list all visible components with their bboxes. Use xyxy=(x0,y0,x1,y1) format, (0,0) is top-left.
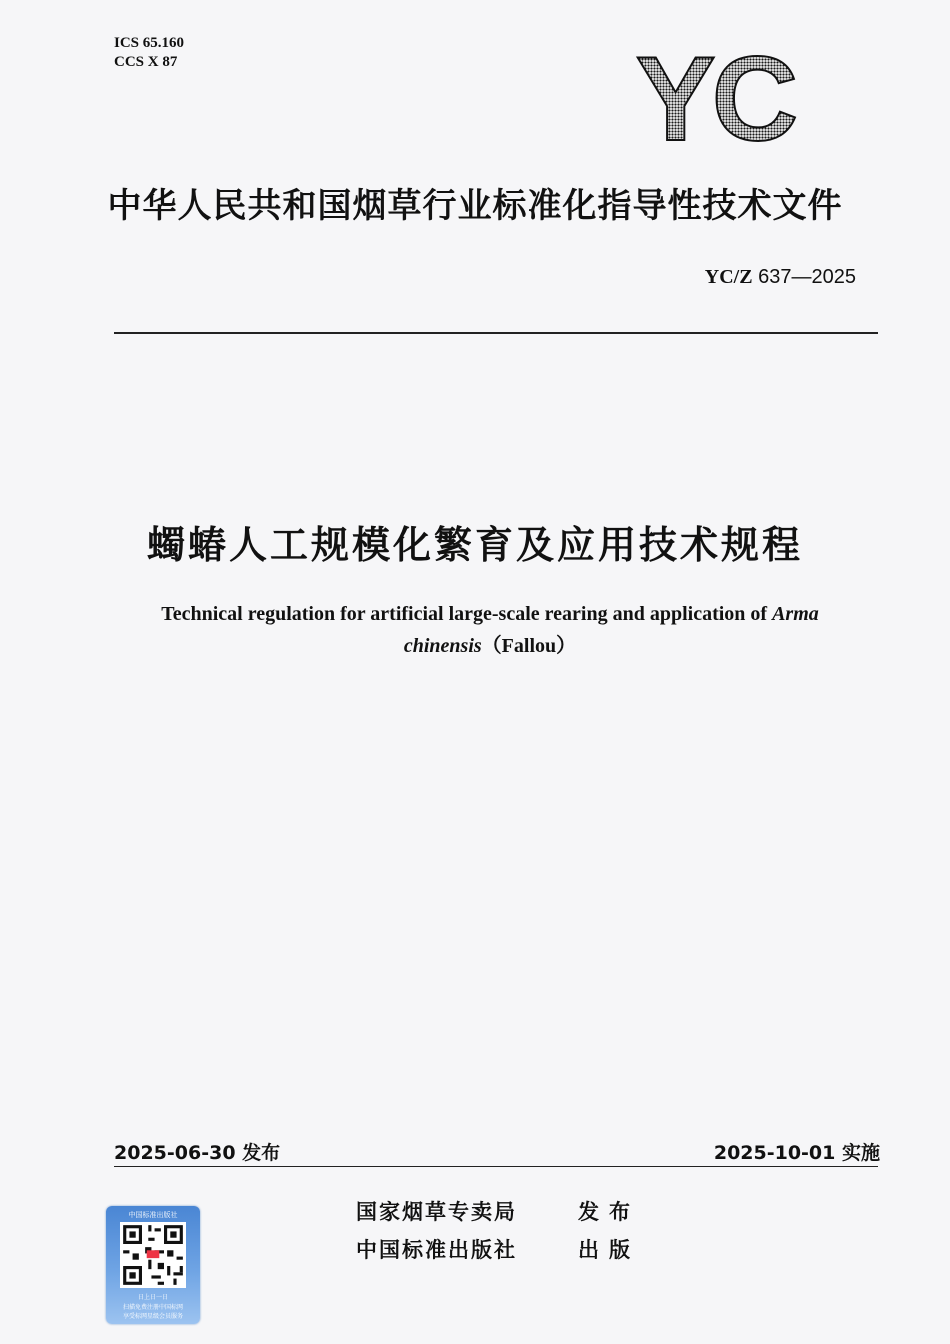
publisher-role: 出版 xyxy=(578,1238,640,1262)
effective-date: 2025-10-01 实施 xyxy=(713,1142,880,1164)
document-number xyxy=(705,266,856,289)
species-authority: （Fallou） xyxy=(481,635,577,657)
species-genus: Arma xyxy=(772,603,819,625)
yc-logo-text: YC xyxy=(635,40,795,150)
top-divider xyxy=(114,332,878,334)
ccs-code: CCS X 87 xyxy=(114,54,178,70)
document-number-prefix: YC/Z xyxy=(704,266,753,288)
issue-date: 2025-06-30 发布 xyxy=(114,1142,281,1164)
classification-codes xyxy=(114,34,184,72)
qr-code-icon[interactable] xyxy=(120,1222,186,1288)
sticker-title: 中国标准出版社 xyxy=(128,1211,178,1219)
sticker-code: 日上日一日 xyxy=(137,1294,168,1301)
title-english xyxy=(110,598,870,662)
document-type-heading: 中华人民共和国烟草行业标准化指导性技术文件 xyxy=(107,186,843,226)
sticker-line-1: 扫描免费注册中国标网 xyxy=(122,1304,183,1311)
title-english-main: Technical regulation for artificial large-scale rearing and application of xyxy=(161,603,768,625)
issuer-name: 国家烟草专卖局 xyxy=(356,1200,517,1224)
publisher-name: 中国标准出版社 xyxy=(356,1238,517,1262)
sticker-line-2: 享受标网星级会员服务 xyxy=(122,1313,183,1320)
document-number-value: 637—2025 xyxy=(758,266,856,288)
yc-logo xyxy=(620,40,810,150)
issuer-role: 发布 xyxy=(578,1200,640,1224)
species-epithet: chinensis xyxy=(403,635,482,657)
bottom-divider xyxy=(114,1166,878,1167)
ics-code: ICS 65.160 xyxy=(114,35,185,51)
title-chinese: 蠋蝽人工规模化繁育及应用技术规程 xyxy=(146,523,803,567)
qr-sticker[interactable] xyxy=(106,1206,200,1324)
